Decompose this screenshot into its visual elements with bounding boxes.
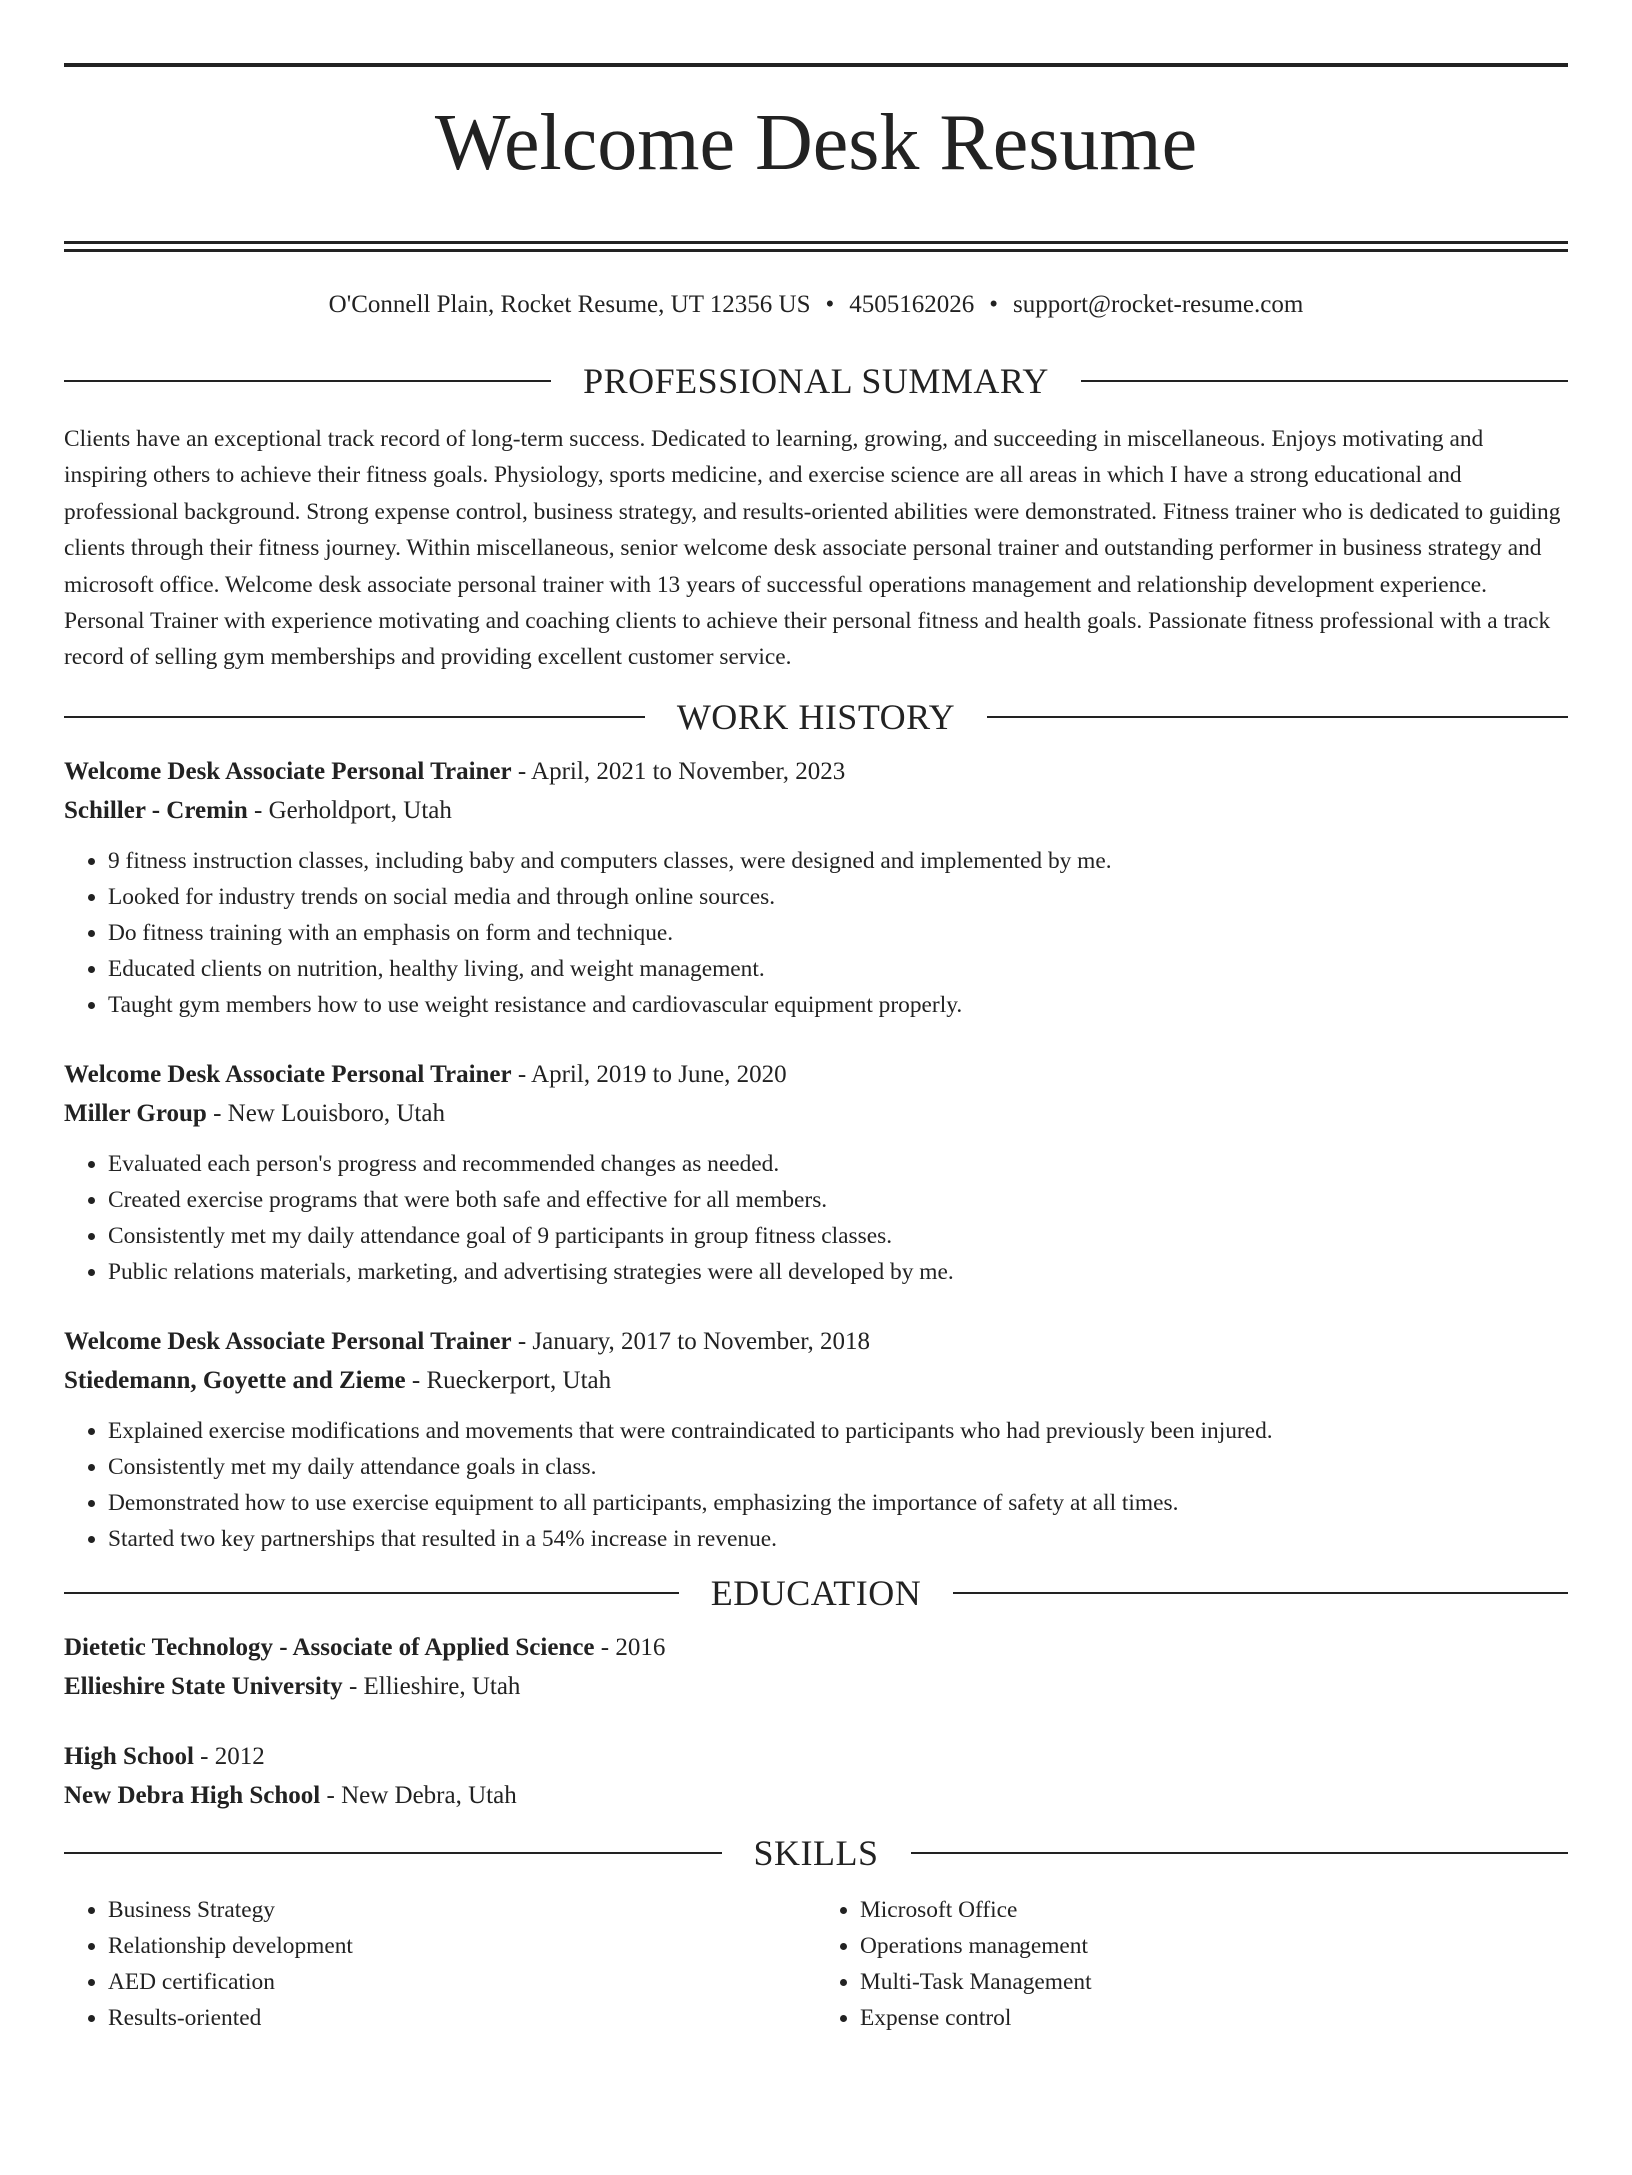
skills-column-right — [816, 1892, 1568, 2036]
contact-address: O'Connell Plain, Rocket Resume, UT 12356 US — [328, 291, 811, 318]
summary-paragraph: Clients have an exceptional track record of long-term success. Dedicated to learning, growing, and succeeding in miscellaneous. Enjoys motivating and inspiring others to achieve their fitness goals. Physiology, sports medicine, and exercise science are all areas in which I have a strong educational and professional background. Strong expense control, business strategy, and results-oriented abilities were demonstrated. Fitness trainer who is dedicated to guiding clients through their fitness journey. Within miscellaneous, senior welcome desk associate personal trainer and outstanding performer in business strategy and microsoft office. Welcome desk associate personal trainer with 13 years of successful operations management and relationship development experience. Personal Trainer with experience motivating and coaching clients to achieve their personal fitness and health goals. Passionate fitness professional with a track record of selling gym memberships and providing excellent customer service. — [64, 426, 1561, 671]
education-entry — [64, 1737, 1568, 1815]
title-double-rule — [64, 241, 1568, 252]
job-location: - Rueckerport, Utah — [405, 1366, 612, 1394]
list-item: • Public relations materials, marketing, and advertising strategies were all developed by me. — [108, 1254, 1568, 1290]
job-bullets — [64, 1413, 1568, 1557]
section-title: WORK HISTORY — [676, 696, 956, 737]
job-entry — [64, 1055, 1568, 1290]
contact-line — [64, 290, 1568, 320]
education-location: - Ellieshire, Utah — [342, 1672, 521, 1700]
heading-rule — [911, 1852, 1569, 1854]
skill-item: • Expense control — [860, 2000, 1568, 2036]
skill-item: • AED certification — [108, 1964, 816, 2000]
contact-email: support@rocket-resume.com — [1013, 291, 1304, 318]
section-heading-work — [64, 695, 1568, 739]
education-degree: Dietetic Technology - Associate of Applied Science — [64, 1633, 595, 1661]
list-item: • Demonstrated how to use exercise equipment to all participants, emphasizing the importance of safety at all times. — [108, 1485, 1568, 1521]
education-school-line — [64, 1776, 1568, 1815]
education-school-line — [64, 1667, 1568, 1706]
skills-column-left — [64, 1892, 816, 2036]
heading-rule — [64, 716, 645, 718]
job-bullets — [64, 1146, 1568, 1290]
job-title: Welcome Desk Associate Personal Trainer — [64, 1327, 512, 1355]
list-item: • Consistently met my daily attendance goals in class. — [108, 1449, 1568, 1485]
job-entry — [64, 1322, 1568, 1557]
education-year: - 2012 — [193, 1742, 265, 1770]
contact-separator: • — [825, 291, 835, 318]
job-dates: - April, 2021 to November, 2023 — [511, 757, 846, 785]
job-title: Welcome Desk Associate Personal Trainer — [64, 1060, 512, 1088]
job-title-line — [64, 1055, 1568, 1094]
section-title: EDUCATION — [710, 1572, 922, 1613]
contact-phone: 4505162026 — [849, 291, 975, 318]
list-item: • 9 fitness instruction classes, including baby and computers classes, were designed and implemented by me. — [108, 843, 1568, 879]
heading-rule — [64, 1592, 679, 1594]
job-entry — [64, 752, 1568, 1023]
job-location: - New Louisboro, Utah — [206, 1099, 445, 1127]
section-title: PROFESSIONAL SUMMARY — [583, 361, 1049, 401]
list-item: • Looked for industry trends on social media and through online sources. — [108, 879, 1568, 915]
list-item: • Taught gym members how to use weight resistance and cardiovascular equipment properly. — [108, 987, 1568, 1023]
education-degree-line — [64, 1737, 1568, 1776]
list-item: • Created exercise programs that were both safe and effective for all members. — [108, 1182, 1568, 1218]
education-degree-line — [64, 1628, 1568, 1667]
job-title-line — [64, 752, 1568, 791]
skill-item: • Microsoft Office — [860, 1892, 1568, 1928]
list-item: • Explained exercise modifications and movements that were contraindicated to participants who had previously been injured. — [108, 1413, 1568, 1449]
job-bullets — [64, 843, 1568, 1023]
job-location: - Gerholdport, Utah — [247, 796, 452, 824]
section-heading-summary — [64, 359, 1568, 403]
contact-separator: • — [989, 291, 999, 318]
heading-rule — [987, 716, 1568, 718]
education-degree: High School — [64, 1742, 194, 1770]
skill-item: • Multi-Task Management — [860, 1964, 1568, 2000]
job-company: Schiller - Cremin — [64, 796, 248, 824]
resume-page — [0, 63, 1632, 2175]
education-school: New Debra High School — [64, 1781, 321, 1809]
skill-item: • Relationship development — [108, 1928, 816, 1964]
skill-item: • Operations management — [860, 1928, 1568, 1964]
heading-rule — [64, 380, 551, 382]
skill-item: • Business Strategy — [108, 1892, 816, 1928]
job-company-line — [64, 1094, 1568, 1133]
heading-rule — [64, 1852, 722, 1854]
list-item: • Consistently met my daily attendance goal of 9 participants in group fitness classes. — [108, 1218, 1568, 1254]
job-company: Miller Group — [64, 1099, 207, 1127]
heading-rule — [953, 1592, 1568, 1594]
job-dates: - April, 2019 to June, 2020 — [511, 1060, 787, 1088]
section-title: SKILLS — [753, 1832, 879, 1873]
skill-item: • Results-oriented — [108, 2000, 816, 2036]
education-entry — [64, 1628, 1568, 1706]
heading-rule — [1081, 380, 1568, 382]
top-rule — [64, 63, 1568, 67]
education-year: - 2016 — [594, 1633, 666, 1661]
job-dates: - January, 2017 to November, 2018 — [511, 1327, 871, 1355]
education-school: Ellieshire State University — [64, 1672, 343, 1700]
job-company: Stiedemann, Goyette and Zieme — [64, 1366, 406, 1394]
list-item: • Evaluated each person's progress and recommended changes as needed. — [108, 1146, 1568, 1182]
job-company-line — [64, 791, 1568, 830]
skills-grid — [64, 1892, 1568, 2036]
list-item: • Educated clients on nutrition, healthy living, and weight management. — [108, 951, 1568, 987]
education-location: - New Debra, Utah — [320, 1781, 517, 1809]
resume-title: Welcome Desk Resume — [434, 99, 1198, 187]
job-title-line — [64, 1322, 1568, 1361]
section-heading-education — [64, 1571, 1568, 1615]
list-item: • Started two key partnerships that resulted in a 54% increase in revenue. — [108, 1521, 1568, 1557]
section-heading-skills — [64, 1831, 1568, 1875]
list-item: • Do fitness training with an emphasis on form and technique. — [108, 915, 1568, 951]
job-title: Welcome Desk Associate Personal Trainer — [64, 757, 512, 785]
job-company-line — [64, 1361, 1568, 1400]
